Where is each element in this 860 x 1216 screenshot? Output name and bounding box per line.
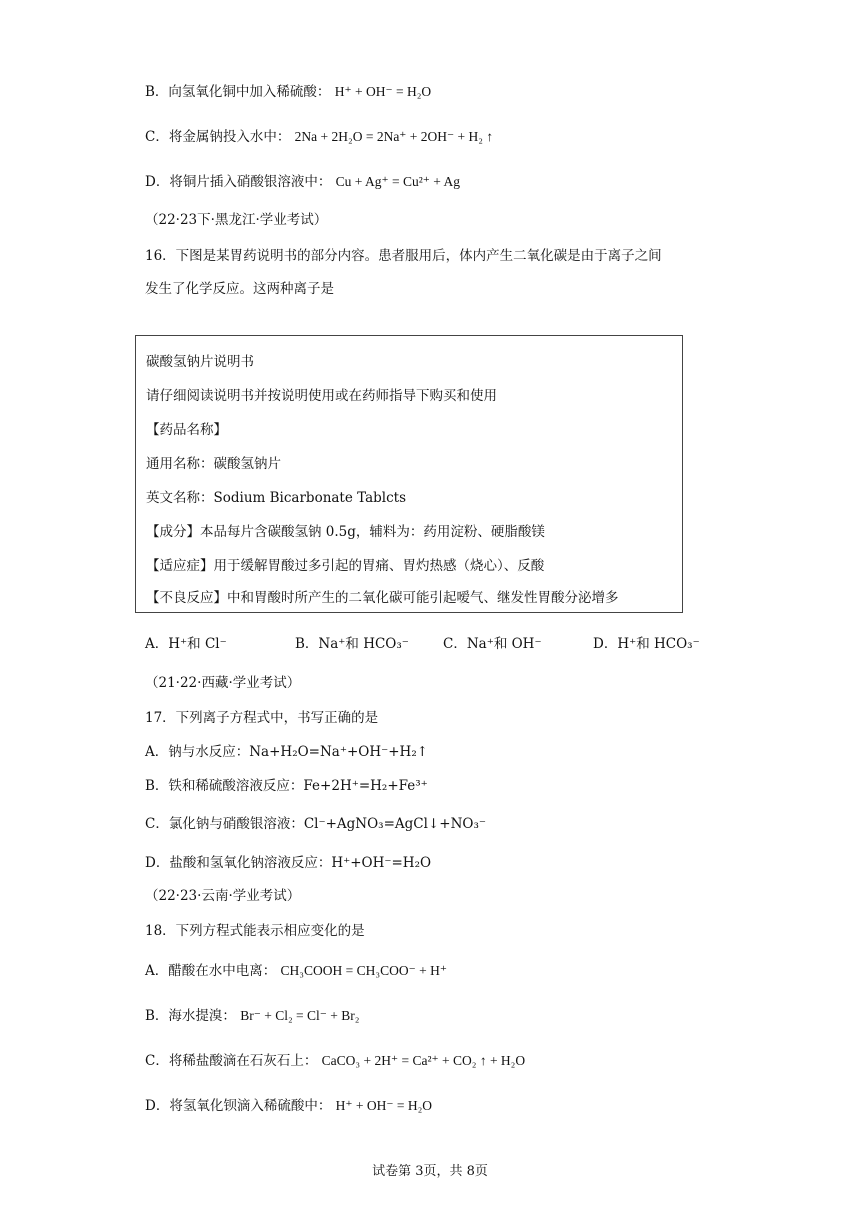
q15-option-d-equation: Cu + Ag⁺ = Cu²⁺ + Ag [335, 174, 461, 189]
q18-option-d-equation: H⁺ + OH⁻ = H₂O [335, 1098, 433, 1113]
box-line-4: 英文名称：Sodium Bicarbonate Tablcts [146, 490, 407, 506]
medicine-instructions-box [135, 335, 683, 613]
q16-option-a[interactable]: A．H⁺和 Cl⁻ [145, 636, 227, 652]
q16-stem-line2: 发生了化学反应。这两种离子是 [145, 281, 334, 297]
box-line-5: 【成分】本品每片含碳酸氢钠 0.5g，辅料为：药用淀粉、硬脂酸镁 [146, 524, 545, 540]
q18-option-d-label: D．将氢氧化钡滴入稀硫酸中： [145, 1098, 332, 1114]
box-line-1: 请仔细阅读说明书并按说明使用或在药师指导下购买和使用 [146, 388, 497, 404]
q18-option-c-equation: CaCO₃ + 2H⁺ = Ca²⁺ + CO₂ ↑ + H₂O [321, 1053, 526, 1068]
box-line-3: 通用名称：碳酸氢钠片 [146, 456, 281, 472]
q17-option-d[interactable]: D．盐酸和氢氧化钠溶液反应：H⁺+OH⁻=H₂O [145, 855, 432, 871]
q16-stem-line1: 16．下图是某胃药说明书的部分内容。患者服用后，体内产生二氧化碳是由于离子之间 [145, 248, 662, 264]
q15-option-b-label: B．向氢氧化铜中加入稀硫酸： [145, 84, 331, 100]
q18-option-b-equation: Br⁻ + Cl₂ = Cl⁻ + Br₂ [240, 1008, 360, 1023]
q18-option-c[interactable] [145, 1049, 525, 1069]
q15-option-c-label: C．将金属钠投入水中： [145, 129, 291, 145]
q18-source: （22·23·云南·学业考试） [145, 888, 301, 904]
box-title: 碳酸氢钠片说明书 [146, 354, 254, 370]
box-line-6: 【适应症】用于缓解胃酸过多引起的胃痛、胃灼热感（烧心）、反酸 [146, 558, 545, 574]
q16-option-b[interactable]: B．Na⁺和 HCO₃⁻ [295, 636, 409, 652]
q18-stem: 18．下列方程式能表示相应变化的是 [145, 923, 365, 939]
q16-options [145, 632, 725, 654]
q18-option-a[interactable] [145, 959, 447, 979]
q16-source: （22·23下·黑龙江·学业考试） [145, 212, 328, 228]
page-footer: 试卷第 3页，共 8页 [372, 1164, 488, 1179]
q15-option-b-equation: H⁺ + OH⁻ = H₂O [334, 84, 432, 99]
q15-option-b [145, 80, 431, 100]
q18-option-d[interactable] [145, 1094, 432, 1114]
q18-option-a-equation: CH₃COOH = CH₃COO⁻ + H⁺ [280, 963, 447, 978]
q15-option-c-equation: 2Na + 2H₂O = 2Na⁺ + 2OH⁻ + H₂ ↑ [294, 129, 494, 144]
q18-option-b[interactable] [145, 1004, 359, 1024]
q17-source: （21·22·西藏·学业考试） [145, 675, 301, 691]
q15-option-d-label: D．将铜片插入硝酸银溶液中： [145, 174, 332, 190]
q17-option-b[interactable]: B．铁和稀硫酸溶液反应：Fe+2H⁺=H₂+Fe³⁺ [145, 778, 428, 794]
box-line-7: 【不良反应】中和胃酸时所产生的二氧化碳可能引起嗳气、继发性胃酸分泌增多 [146, 590, 619, 606]
q16-option-d[interactable]: D．H⁺和 HCO₃⁻ [593, 636, 700, 652]
q17-option-a[interactable]: A．钠与水反应：Na+H₂O=Na⁺+OH⁻+H₂↑ [145, 744, 429, 760]
q15-option-d [145, 170, 460, 190]
q18-option-a-label: A．醋酸在水中电离： [145, 963, 277, 979]
box-line-2: 【药品名称】 [146, 422, 227, 438]
q17-option-c[interactable]: C．氯化钠与硝酸银溶液：Cl⁻+AgNO₃=AgCl↓+NO₃⁻ [145, 816, 486, 832]
q17-stem: 17．下列离子方程式中，书写正确的是 [145, 710, 379, 726]
q18-option-b-label: B．海水提溴： [145, 1008, 236, 1024]
q15-option-c [145, 125, 493, 145]
q16-option-c[interactable]: C．Na⁺和 OH⁻ [443, 636, 542, 652]
q18-option-c-label: C．将稀盐酸滴在石灰石上： [145, 1053, 318, 1069]
